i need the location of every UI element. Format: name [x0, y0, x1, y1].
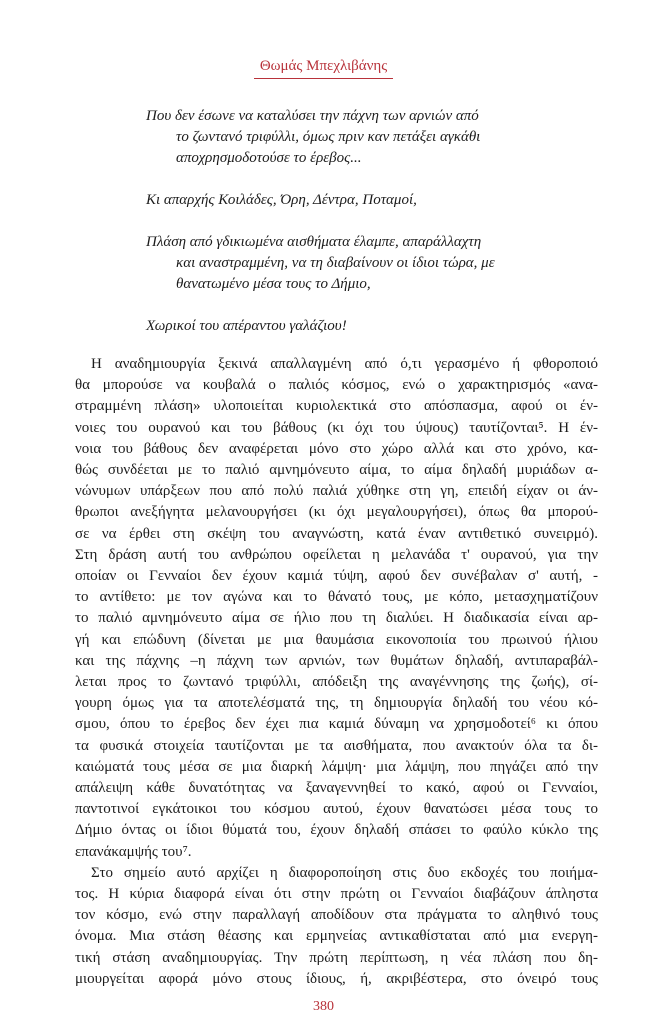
text-line: το παλιό αμνημόνευτο αίμα σε ήλιο που τη διαλύει. Η διαδικασία είναι αρ-: [75, 610, 598, 627]
poem-stanza: [146, 316, 606, 337]
text-line: θρωποι ανεξήγητα μελανουργήσει (κι όχι μεγαλουργήσει), όπως θα μπορού-: [75, 504, 598, 521]
text-line: τα φυσικά στοιχεία ταυτίζονται με τα αισθήματα, που ανακτούν όλα τα δι-: [75, 737, 598, 754]
text-line: στραμμένη πλάση» υλοποιείται κυριολεκτικά στο απόσπασμα, αφού οι έν-: [75, 398, 598, 415]
poem-line: Κι απαρχής Κοιλάδες, Όρη, Δέντρα, Ποταμοί,: [146, 192, 417, 208]
text-line: λεται προς το ζωντανό τριφύλλι, απόδειξη της αναγέννησης της ζωής), σί-: [75, 674, 598, 691]
text-line: το αντίθετο: με τον αγώνα και το θάνατό τους, με κόπο, μετασχηματίζουν: [75, 589, 598, 606]
poem-stanza: [146, 190, 606, 211]
text-line: νώνυμων υπάρξεων που από πολύ παλιά χύθηκε στη γη, επειδή είχαν οι άν-: [75, 483, 598, 500]
text-line: Δήμιο όντας οι ίδιοι θύματά του, έχουν δηλαδή σπάσει το φαύλο κύκλο της: [75, 822, 598, 839]
poem-excerpt: [146, 106, 606, 358]
text-line: τον κόσμο, ενώ στην παραλλαγή αποδίδουν στα πράγματα το αληθινό τους: [75, 907, 598, 924]
poem-line: θανατωμένο μέσα τους το Δήμιο,: [176, 276, 371, 292]
text-line: όνομα. Μια στάση θέασης και ερμηνείας αντικαθίσταται από μια ενεργη-: [75, 928, 598, 945]
poem-line: Χωρικοί του απέραντου γαλάζιου!: [146, 318, 347, 334]
text-line: γουρη όμως για τα αποτελέσματά της, τη δημιουργία δηλαδή του νέου κό-: [75, 695, 598, 712]
text-line: θα μπορούσε να κουβαλά ο παλιός κόσμος, ενώ ο χαρακτηρισμός «ανα-: [75, 377, 598, 394]
text-line: θώς συνδέεται με το παλιό αμνημόνευτο αίμα, το αίμα δηλαδή μυριάδων α-: [75, 462, 598, 479]
text-line: και της πάχνης –η πάχνη των αρνιών, των θυμάτων δηλαδή, αντιπαραβάλ-: [75, 652, 598, 669]
text-line: τική στάση αναδημιουργίας. Την πρώτη περίπτωση, η νέα πλάση που δη-: [75, 949, 598, 966]
text-line: επανάκαμψής του⁷.: [75, 843, 192, 860]
text-line: οποίαν οι Γενναίοι δεν έχουν καμιά τύψη, αφού δεν συνέβαλαν σ' αυτή, -: [75, 568, 598, 585]
poem-line: αποχρησμοδοτούσε το έρεβος...: [176, 150, 362, 166]
text-line: μιουργείται αφορά μόνο στους ίδιους, ή, ακριβέστερα, στο όνειρό τους: [75, 970, 598, 987]
text-line: Στη δράση αυτή του ανθρώπου οφείλεται η μελανάδα τ' ουρανού, για την: [75, 546, 598, 563]
text-line: νοια του βάθους δεν αναφέρεται μόνο στο χώρο αλλά και στο χρόνο, κα-: [75, 440, 598, 457]
running-title: Θωμάς Μπεχλιβάνης: [254, 58, 393, 79]
page-number: 380: [313, 999, 334, 1014]
text-line: Στο σημείο αυτό αρχίζει η διαφοροποίηση στις δυο εκδοχές του ποιήμα-: [91, 864, 598, 881]
text-line: σε να έρθει στη σκέψη του αναγνώστη, κατά έναν αντιθετικό συνειρμό).: [75, 525, 598, 542]
poem-stanza: [146, 232, 606, 295]
poem-line: Πλάση από γδικιωμένα αισθήματα έλαμπε, απαράλλαχτη: [146, 234, 482, 250]
poem-line: Που δεν έσωνε να καταλύσει την πάχνη των αρνιών από: [146, 108, 479, 124]
text-line: νοιες του ουρανού και του βάθους (κι όχι του ύψους) ταυτίζονται⁵. Η έν-: [75, 419, 598, 436]
paragraph: [75, 863, 598, 990]
text-line: απάλειψη κάθε δυνατότητας να ξαναγεννηθεί το κακό, αφού οι Γενναίοι,: [75, 780, 598, 797]
text-line: γή και επώδυνη (δίνεται με μια θαυμάσια εικονοποιία του πρωινού ήλιου: [75, 631, 598, 648]
poem-stanza: [146, 106, 606, 169]
paragraph: [75, 354, 598, 863]
text-line: σμου, όπου το έρεβος δεν έχει πια καμιά δύναμη να χρησμοδοτεί⁶ κι όπου: [75, 716, 598, 733]
text-line: Η αναδημιουργία ξεκινά απαλλαγμένη από ό,τι γερασμένο ή φθοροποιό: [91, 356, 598, 372]
text-line: τος. Η κύρια διαφορά είναι ότι στην πρώτη οι Γενναίοι διαβάζουν άπληστα: [75, 886, 598, 903]
running-header: [0, 58, 647, 79]
poem-line: το ζωντανό τριφύλλι, όμως πριν καν πετάξει αγκάθι: [176, 129, 481, 145]
body-text: [75, 354, 598, 990]
text-line: παντοτινοί εγκάτοικοι του κόσμου αυτού, έχουν θανατώσει μέσα τους το: [75, 801, 598, 818]
text-line: καιώματά τους μέσα σε μια διαρκή λάμψη· μια λάμψη, που πηγάζει από την: [75, 758, 598, 775]
poem-line: και αναστραμμένη, να τη διαβαίνουν οι ίδιοι τώρα, με: [176, 255, 495, 271]
